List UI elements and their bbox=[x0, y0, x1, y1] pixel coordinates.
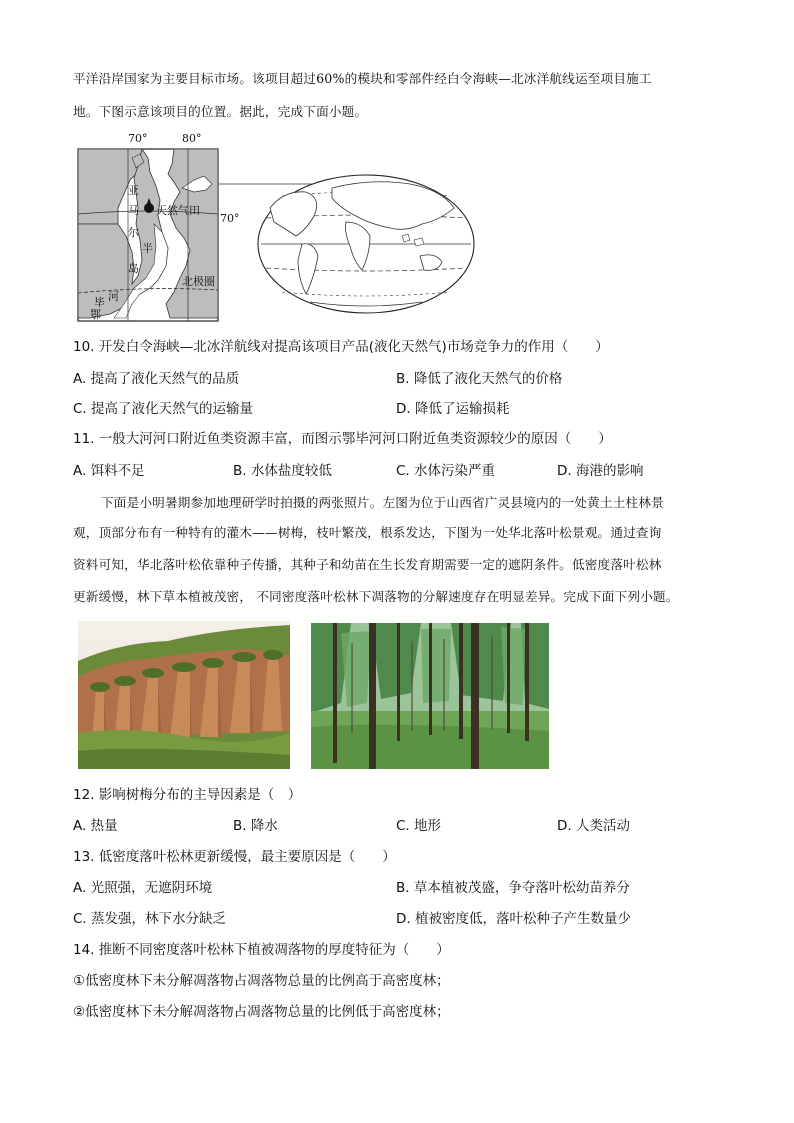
q12-option-b: B. 降水 bbox=[233, 818, 278, 834]
question-10-stem: 10. 开发白令海峡—北冰洋航线对提高该项目产品(液化天然气)市场竞争力的作用（ ） bbox=[73, 339, 609, 355]
loess-pillar-photo bbox=[78, 621, 290, 769]
q12-option-d: D. 人类活动 bbox=[557, 818, 630, 834]
arctic-circle-label: 北极圈 bbox=[182, 275, 215, 288]
gasfield-label: 天然气田 bbox=[156, 204, 200, 217]
location-map-figure bbox=[70, 128, 490, 323]
q11-option-d: D. 海港的影响 bbox=[557, 463, 644, 479]
longitude-80-label: 80° bbox=[182, 132, 202, 145]
question-11-stem: 11. 一般大河河口附近鱼类资源丰富，而图示鄂毕河河口附近鱼类资源较少的原因（ ） bbox=[73, 431, 612, 447]
larch-forest-photo bbox=[311, 623, 549, 769]
q10-option-c: C. 提高了液化天然气的运输量 bbox=[73, 401, 254, 417]
q14-statement-1: ①低密度林下未分解凋落物占凋落物总量的比例高于高密度林； bbox=[73, 973, 450, 989]
q12-option-c: C. 地形 bbox=[396, 818, 442, 834]
q10-option-d: D. 降低了运输损耗 bbox=[396, 401, 510, 417]
q13-option-a: A. 光照强，无遮阴环境 bbox=[73, 880, 213, 896]
q11-option-c: C. 水体污染严重 bbox=[396, 463, 496, 479]
yamal-char-1: 亚 bbox=[128, 184, 139, 197]
q10-option-a: A. 提高了液化天然气的品质 bbox=[73, 371, 240, 387]
question-13-stem: 13. 低密度落叶松林更新缓慢，最主要原因是（ ） bbox=[73, 849, 396, 865]
question-12-stem: 12. 影响树梅分布的主导因素是（ ） bbox=[73, 787, 302, 803]
q11-option-a: A. 饵料不足 bbox=[73, 463, 145, 479]
q10-option-b: B. 降低了液化天然气的价格 bbox=[396, 371, 563, 387]
yamal-char-4: 半 bbox=[142, 242, 153, 255]
q12-option-a: A. 热量 bbox=[73, 818, 118, 834]
yamal-char-3: 尔 bbox=[128, 226, 139, 239]
river-char-he: 河 bbox=[108, 290, 119, 303]
question-14-stem: 14. 推断不同密度落叶松林下植被凋落物的厚度特征为（ ） bbox=[73, 942, 450, 958]
yamal-char-2: 马 bbox=[128, 204, 139, 217]
q13-option-c: C. 蒸发强，林下水分缺乏 bbox=[73, 911, 227, 927]
passage-line-4: 更新缓慢，林下草本植被茂密， 不同密度落叶松林下凋落物的分解速度存在明显差异。完成下面下列小题。 bbox=[73, 589, 679, 604]
passage-line-3: 资料可知，华北落叶松依靠种子传播，其种子和幼苗在生长发育期需要一定的遮阴条件。低密度落叶松林 bbox=[73, 557, 662, 572]
longitude-70-label: 70° bbox=[128, 132, 148, 145]
passage-line-2: 观，顶部分布有一种特有的灌木——树梅，枝叶繁茂，根系发达，下图为一处华北落叶松景观。通过查询 bbox=[73, 525, 662, 540]
latitude-70-label: 70° bbox=[220, 212, 240, 225]
intro-line-1: 平洋沿岸国家为主要目标市场。该项目超过60%的模块和零部件经白令海峡—北冰洋航线运至项目施工 bbox=[73, 71, 652, 86]
q13-option-b: B. 草本植被茂盛，争夺落叶松幼苗养分 bbox=[396, 880, 630, 896]
river-char-bi: 毕 bbox=[94, 296, 105, 309]
q13-option-d: D. 植被密度低，落叶松种子产生数量少 bbox=[396, 911, 631, 927]
q14-statement-2: ②低密度林下未分解凋落物占凋落物总量的比例低于高密度林； bbox=[73, 1004, 450, 1020]
passage-line-1: 下面是小明暑期参加地理研学时拍摄的两张照片。左图为位于山西省广灵县境内的一处黄土土柱林景 bbox=[101, 495, 664, 510]
river-char-e: 鄂 bbox=[90, 308, 101, 321]
yamal-char-5: 岛 bbox=[128, 262, 139, 275]
q11-option-b: B. 水体盐度较低 bbox=[233, 463, 332, 479]
intro-line-2: 地。下图示意该项目的位置。据此，完成下面小题。 bbox=[73, 104, 368, 119]
